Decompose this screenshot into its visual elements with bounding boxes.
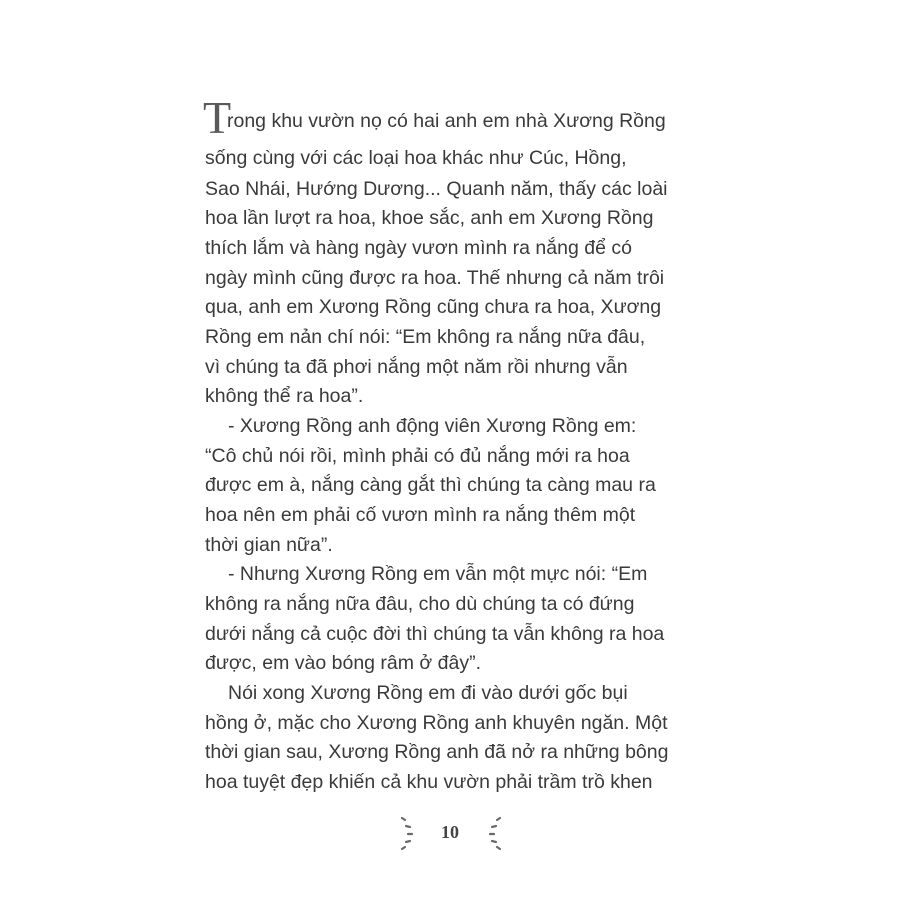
- text-line: - Xương Rồng anh động viên Xương Rồng em:: [228, 415, 637, 437]
- text-line: “Cô chủ nói rồi, mình phải có đủ nắng mới ra hoa: [205, 445, 630, 467]
- text-line: không ra nắng nữa đâu, cho dù chúng ta có đứng: [205, 593, 635, 615]
- text-line: hồng ở, mặc cho Xương Rồng anh khuyên ngăn. Một: [205, 712, 668, 734]
- page-footer: [0, 812, 900, 856]
- text-line: hoa nên em phải cố vươn mình ra nắng thêm một: [205, 504, 636, 526]
- text-line: dưới nắng cả cuộc đời thì chúng ta vẫn không ra hoa: [205, 623, 665, 645]
- text-line: sống cùng với các loại hoa khác như Cúc, Hồng,: [205, 147, 627, 169]
- text-line: vì chúng ta đã phơi nắng một năm rồi nhưng vẫn: [205, 356, 628, 378]
- text-line: được, em vào bóng râm ở đây”.: [205, 652, 481, 674]
- text-line: rong khu vườn nọ có hai anh em nhà Xương Rồng: [227, 110, 666, 132]
- text-line: không thể ra hoa”.: [205, 385, 364, 407]
- text-line: ngày mình cũng được ra hoa. Thế nhưng cả năm trôi: [205, 267, 665, 289]
- text-line: hoa tuyệt đẹp khiến cả khu vườn phải trầm trồ khen: [205, 771, 653, 793]
- dropcap-letter: T: [203, 92, 232, 143]
- text-line: thích lắm và hàng ngày vươn mình ra nắng để có: [205, 237, 632, 259]
- page-number: 10: [441, 822, 459, 842]
- text-line: được em à, nắng càng gắt thì chúng ta càng mau ra: [205, 474, 656, 496]
- text-line: Sao Nhái, Hướng Dương... Quanh năm, thấy các loài: [205, 178, 668, 200]
- text-line: thời gian nữa”.: [205, 534, 333, 556]
- dotted-arc-ornament-icon: [480, 812, 510, 856]
- dotted-arc-ornament-icon: [392, 812, 422, 856]
- text-line: Rồng em nản chí nói: “Em không ra nắng nữa đâu,: [205, 326, 646, 348]
- text-line: - Nhưng Xương Rồng em vẫn một mực nói: “Em: [228, 563, 648, 585]
- text-line: thời gian sau, Xương Rồng anh đã nở ra những bông: [205, 741, 669, 763]
- text-line: hoa lần lượt ra hoa, khoe sắc, anh em Xương Rồng: [205, 207, 654, 229]
- text-line: qua, anh em Xương Rồng cũng chưa ra hoa, Xương: [205, 296, 662, 318]
- text-line: Nói xong Xương Rồng em đi vào dưới gốc bụi: [228, 682, 628, 704]
